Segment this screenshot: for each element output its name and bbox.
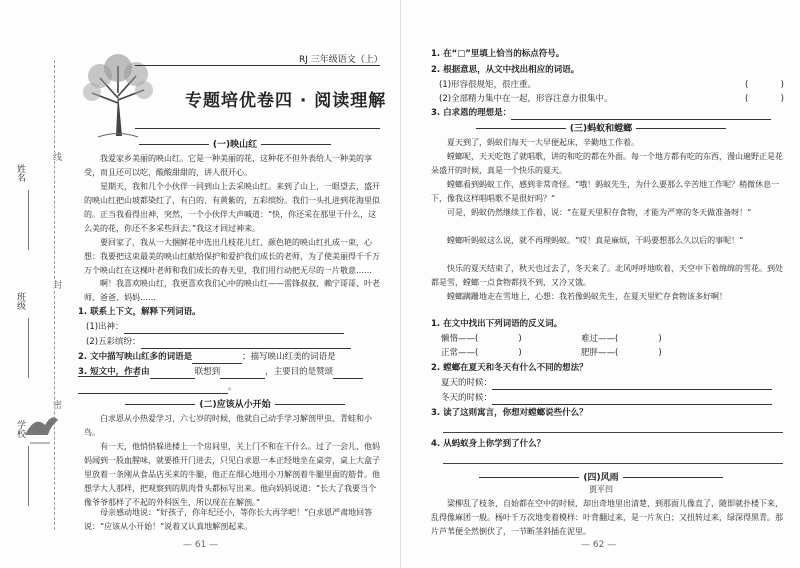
section-3-para-5: 螳螂听蚂蚁这么说，就不再理蚂蚁。“哎！真是麻烦，干吗要想那么久以后的事呢！” [447, 236, 744, 245]
section-2-para-1: 白求恩从小热爱学习，六七岁的时候，他就自己动手学习解剖甲虫、青蛙和小鸟。 [84, 414, 372, 437]
name-label: 姓名 [15, 164, 25, 182]
section-1-para-4: 要回家了，我从一大捆鲜花中选出几枝花儿红、颜色艳的映山红扎成一束，心想：我要把这束最美的映山红献给保护和爱护我们成长的老师，为了使美丽得千千万万个映山红在这棵叶老师和我们成长的春天里，我们用行动把无尽的一片敬意…… [84, 238, 380, 275]
answer-blank[interactable] [220, 378, 265, 379]
cut-mark-feng: 封 [51, 280, 61, 289]
answer-blank[interactable] [511, 119, 771, 120]
s3-question-1: 1. 在文中找出下列词语的反义词。 [431, 319, 563, 329]
answer-blank[interactable] [333, 378, 363, 379]
antonym-1: 懒惰——( ) [441, 334, 522, 344]
s2-question-1: 1. 在“□”里填上恰当的标点符号。 [431, 49, 565, 59]
section-4-para: 梁柳乱了枝条，自始都在空中的时候，却出奇地里出清楚，到那面儿像直了，随即就扑楼下来，乱得像麻团一般。杨叶千万次地变着模样：叶背翻过来，是一片灰白；又扭转过来，绿深得黑青。那片芦苇便全然倒伏了，一节断茎斜插在泥里。 [431, 499, 783, 536]
school-field[interactable] [28, 446, 29, 506]
answer-line[interactable] [443, 463, 783, 464]
section-1-para-5: 啊！我喜欢映山红，我更喜欢我们心中的映山红——雷锋叔叔、赖宁哥哥、叶老师、爸爸、妈妈…… [84, 279, 380, 302]
s1-question-3: 3. 短文中，作者由 联想到 ，主要目的是赞颂 [78, 366, 388, 379]
section-1-title: (一)映山红 [80, 137, 390, 150]
binding-margin [0, 60, 70, 530]
answer-blank[interactable] [150, 378, 195, 379]
page-title: 专题培优卷四 · 阅读理解 [185, 91, 387, 111]
s3-question-2b: 冬天的时候： [441, 392, 786, 405]
name-field[interactable] [28, 190, 29, 250]
answer-blank[interactable] [78, 393, 228, 394]
answer-blank[interactable] [492, 389, 772, 390]
s1-question-1: 1. 联系上下文，解释下列词语。 [78, 307, 201, 317]
antonym-4: 肥胖——( ) [581, 348, 662, 358]
s1-question-3-end: 。 [78, 381, 278, 394]
section-3-para-4: 可是，蚂蚁仍然继续工作着，说：“在夏天里积存食物，才能为严寒的冬天做准备呀！” [447, 208, 752, 217]
answer-blank[interactable] [124, 333, 344, 334]
school-label: 学校 [15, 420, 25, 438]
section-3-title: (三)蚂蚁和螳螂 [421, 121, 781, 134]
class-label: 班级 [15, 292, 25, 310]
s3-question-4: 4. 从蚂蚁身上你学到了什么？ [431, 439, 546, 449]
section-2-title: (二)应该从小开始 [80, 397, 390, 410]
section-3-para-7: 螳螂蹒跚地走在雪地上，心想：我若像蚂蚁先生，在夏天里贮存食物该多好啊！ [447, 292, 727, 301]
s3-question-2a: 夏天的时候： [441, 377, 786, 390]
answer-blank[interactable] [492, 404, 772, 405]
page-number: — 62 — [581, 540, 617, 550]
section-3-para-3: 螳螂看到蚂蚁工作，感到非常奇怪。“哦！蚂蚁先生，为什么要那么辛苦地工作呢？稍微休息一下，像我这样唱唱歌不是很好吗？” [431, 180, 780, 203]
section-3-para-2: 螳螂呢，天天吃饱了就唱歌，讲的和吃的都在外面。每一个地方都有吃的东西，漫山遍野正是花朵盛开的时候，真是一个快乐的夏天。 [431, 152, 783, 175]
s3-question-2: 2. 螳螂在夏天和冬天有什么不同的想法？ [431, 363, 588, 373]
section-2-para-3: 母亲感动地说：“好孩子，你年纪还小，等你长大再学吧！”白求恩严肃地回答说：“应该从小开始！”说着又认真地解剖起来。 [84, 508, 373, 531]
bird-ornament-icon [20, 405, 60, 445]
s1-question-1b: (2)五彩缤纷： [86, 336, 386, 349]
class-field[interactable] [28, 318, 29, 378]
answer-line[interactable] [443, 432, 783, 433]
section-4-title: (四)风雨 [421, 470, 781, 483]
section-4-author: 贾平凹 [589, 485, 613, 494]
s2-question-2b: (2)全部精力集中在一起，形容注意力很集中。 ( ) [439, 94, 784, 104]
grade-tag: RJ 三年级语文（上） [295, 52, 387, 65]
s2-question-3: 3. 白求恩的理想是： [431, 107, 781, 120]
section-1-para-2: 星期天，我和几个小伙伴一同到山上去采映山红。来到了山上，一眼望去，盛开的映山红把山坡都染红了，有白的、有黄紫的，五彩缤纷。我们一头扎进到花海里似的。 [84, 182, 380, 219]
s2-question-2: 2. 根据意思，从文中找出相应的词语。 [431, 65, 580, 75]
page-number: — 61 — [183, 540, 219, 550]
s1-question-2: 2. 文中描写映山红多的词语是 ；描写映山红美的词语是 [78, 351, 388, 377]
cut-mark-mi: 密 [51, 400, 61, 409]
section-1-para-3: 正当我看得出神，突然，一个小伙伴大声喊道：“快，你还采在那里干什么，这么美的花，你还不多采些回去。”我这才回过神来。 [84, 210, 377, 233]
right-page [400, 0, 800, 568]
section-2-para-2: 有一天，他悄悄躲进楼上一个房间里，关上门不和在干什么。过了一会儿，他妈妈闻到一股血腥味，就要推开门进去，只见白求恩一本正经地坐在桌旁，桌上大盒子里放着一条刚从食品店买来的牛腿，他正在细心地用小刀解剖着牛腿里面的筋骨。他想学大人那样，把观察到的肌肉骨头都标写出来。他向妈妈说道：“长大了我要当个像爷爷那样了不起的外科医生，所以现在在解剖。” [84, 442, 380, 507]
section-3-para-1: 夏天到了，蚂蚁们每天一大早便起床，辛勤地工作着。 [447, 138, 639, 147]
s2-question-2a: (1)形容很规矩，很庄重。 ( ) [439, 80, 784, 90]
antonym-2: 难过——( ) [581, 334, 662, 344]
section-1-para-1: 我爱家乡美丽的映山红。它是一种美丽的花，这种花不但外表给人一种美的享受，而且还可以吃，酸酸甜甜的，讲人很开心。 [84, 154, 372, 177]
answer-blank[interactable] [192, 363, 242, 364]
answer-blank[interactable] [141, 348, 351, 349]
antonym-3: 正常——( ) [441, 348, 522, 358]
section-3-para-6: 快乐的夏天结束了，秋天也过去了，冬天来了。北风呼呼地吹着，天空中下着绵绵的雪花。到处都是雪，螳螂一点食物都找不到，又冷又饿。 [431, 264, 783, 287]
cut-mark-xian: 线 [51, 152, 61, 161]
s1-question-1a: (1)出神： [86, 321, 386, 334]
s3-question-3: 3. 读了这则寓言，你想对螳螂说些什么？ [431, 408, 588, 418]
cut-line [54, 60, 55, 530]
